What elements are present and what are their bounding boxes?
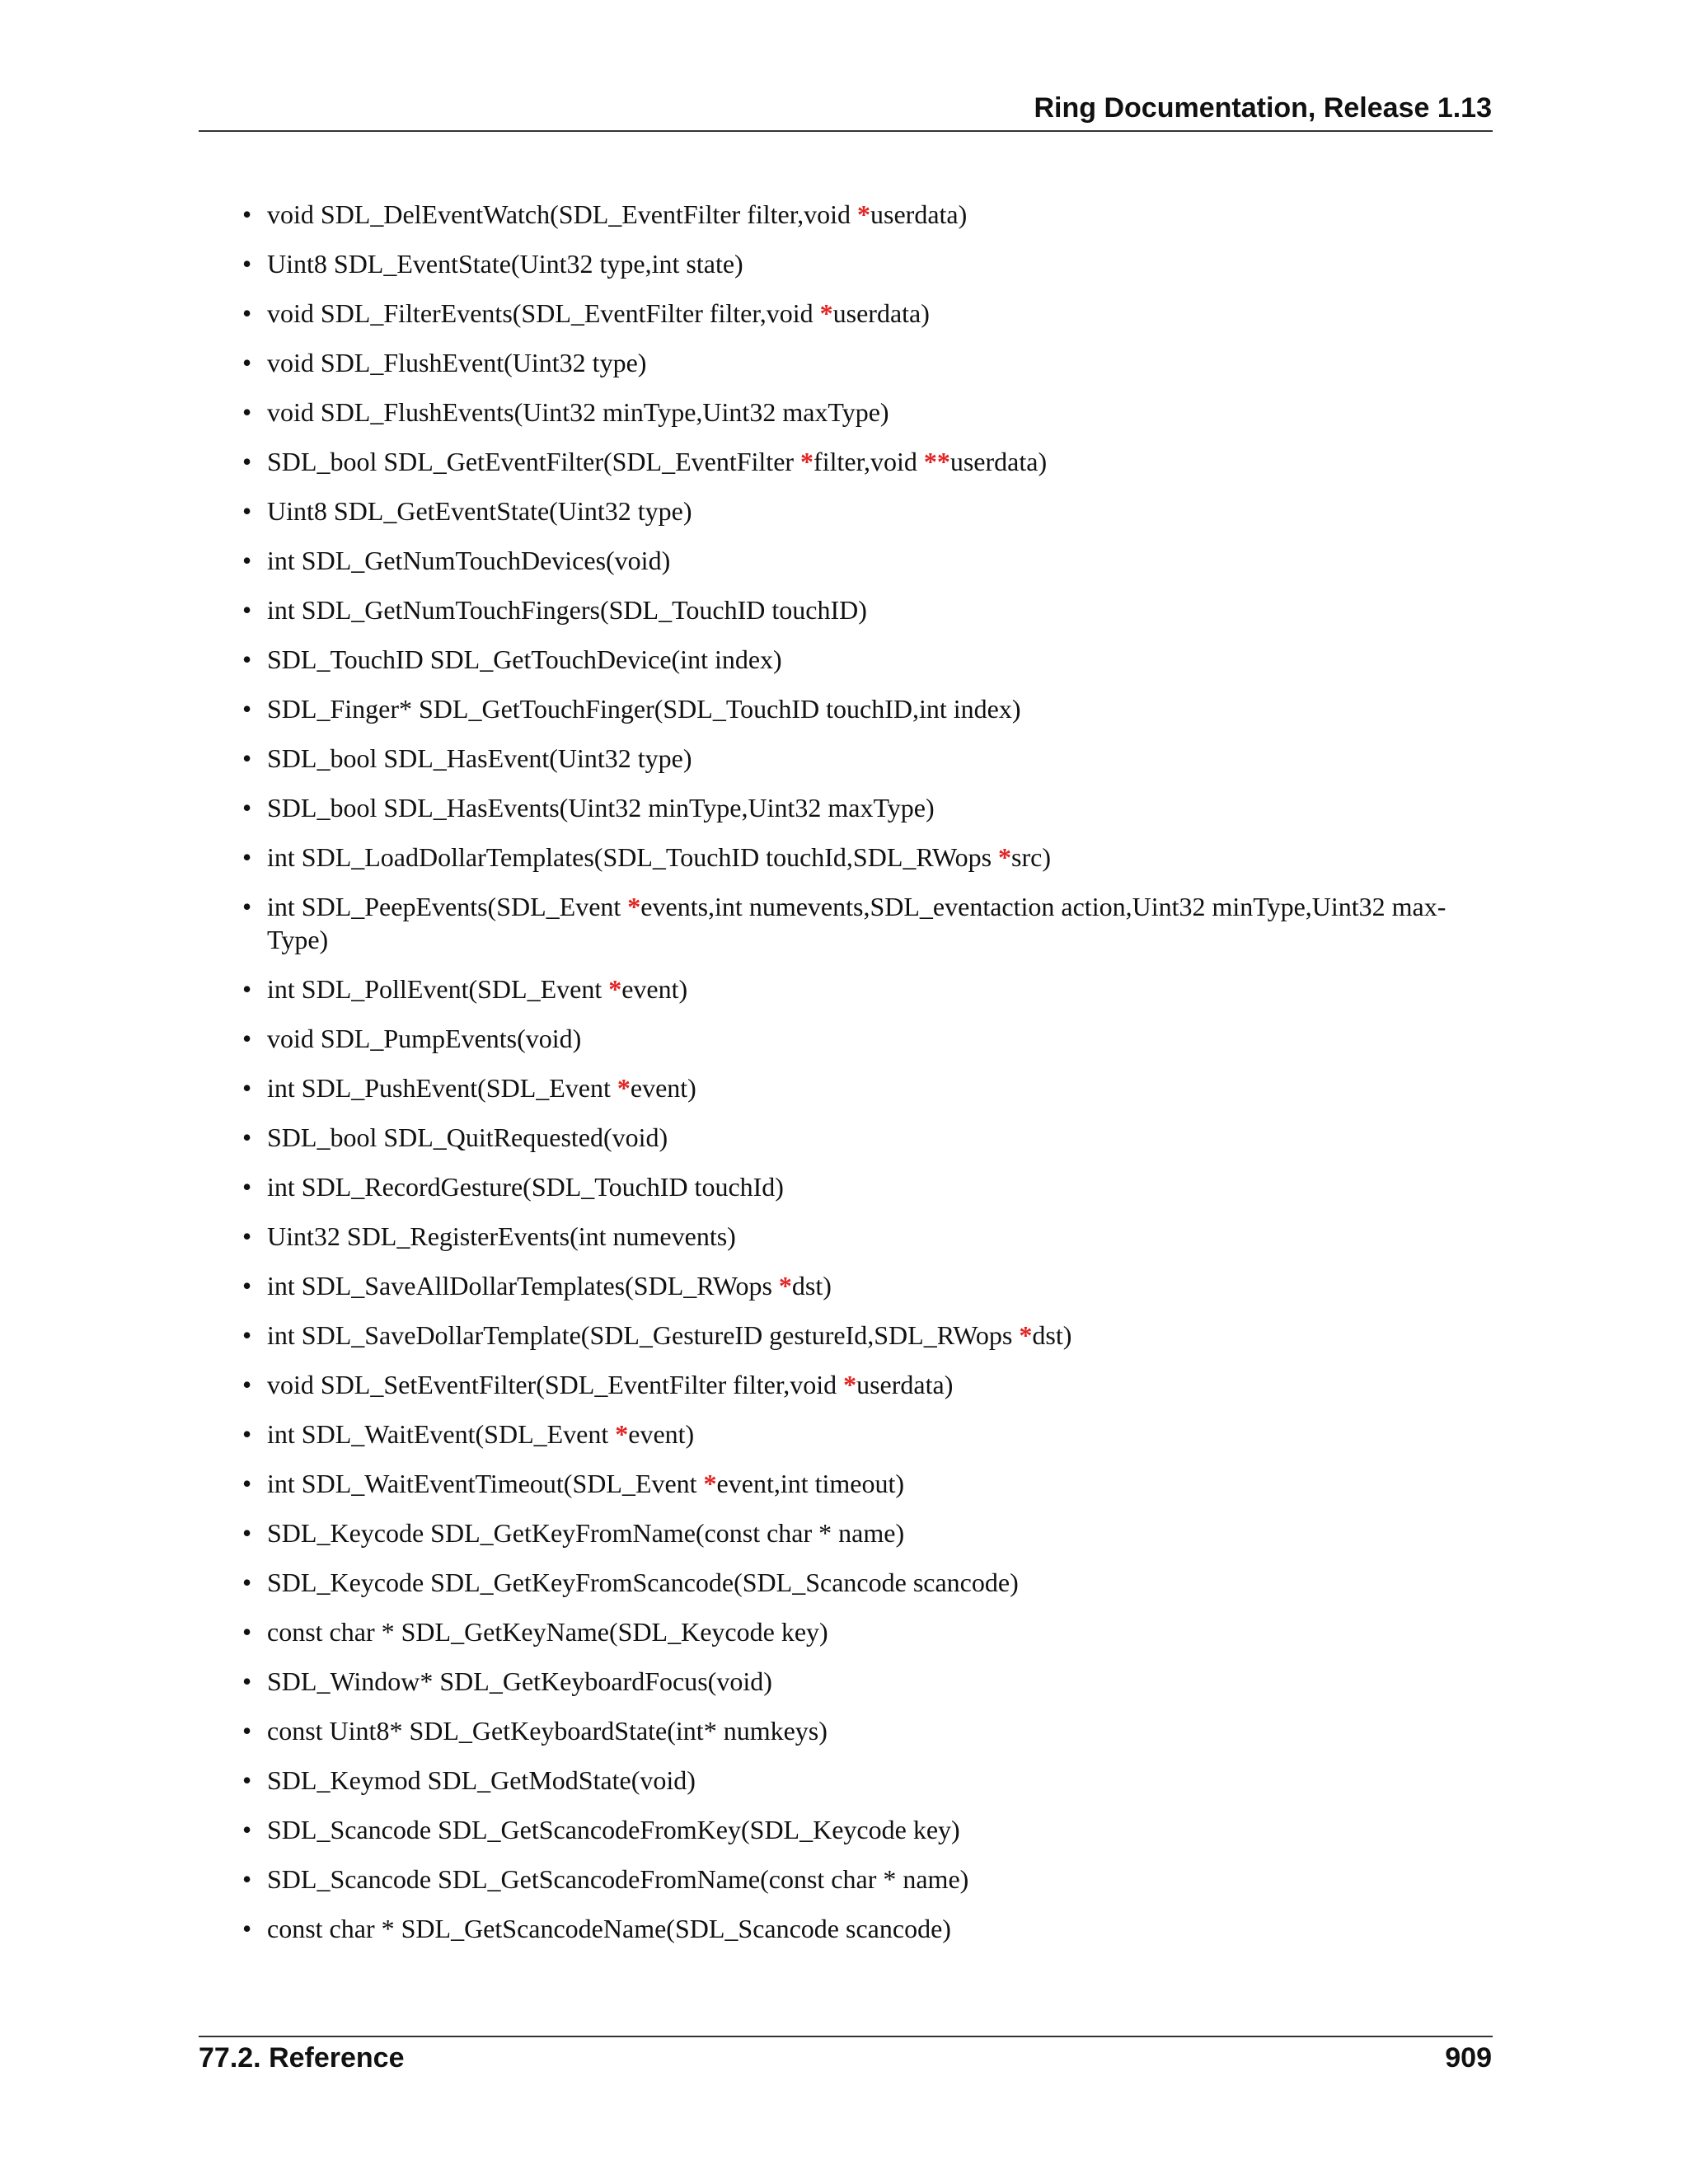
signature-text: filter,void [814, 447, 924, 476]
bullet-icon: • [242, 1518, 252, 1548]
bullet-icon: • [242, 1073, 252, 1103]
list-item [237, 742, 1497, 775]
signature-text: int SDL_PeepEvents(SDL_Event [267, 892, 628, 921]
list-item [237, 1863, 1497, 1896]
signature-text: void SDL_FilterEvents(SDL_EventFilter filter,void [267, 298, 820, 328]
signature-text: void SDL_DelEventWatch(SDL_EventFilter filter,void [267, 199, 857, 229]
pointer-star: * [617, 1073, 631, 1103]
signature-text: SDL_Keycode SDL_GetKeyFromScancode(SDL_Scancode scancode) [267, 1568, 1019, 1597]
list-item [237, 1566, 1497, 1599]
list-item [237, 396, 1497, 429]
signature-text: SDL_Scancode SDL_GetScancodeFromName(const char * name) [267, 1864, 969, 1894]
bullet-icon: • [242, 1024, 252, 1053]
bullet-icon: • [242, 842, 252, 872]
list-item [237, 198, 1497, 231]
list-item [237, 544, 1497, 577]
list-item [237, 643, 1497, 676]
list-item [237, 1269, 1497, 1302]
list-item [237, 1220, 1497, 1253]
signature-text: int SDL_WaitEventTimeout(SDL_Event [267, 1469, 704, 1498]
bullet-icon: • [242, 1617, 252, 1647]
list-item [237, 841, 1497, 874]
signature-text: int SDL_SaveAllDollarTemplates(SDL_RWops [267, 1271, 779, 1301]
signature-text: SDL_bool SDL_HasEvents(Uint32 minType,Uint32 maxType) [267, 793, 935, 823]
bullet-icon: • [242, 447, 252, 476]
signature-text: Uint8 SDL_GetEventState(Uint32 type) [267, 496, 692, 526]
signature-text: void SDL_PumpEvents(void) [267, 1024, 582, 1053]
signature-text: SDL_bool SDL_QuitRequested(void) [267, 1122, 668, 1152]
bullet-icon: • [242, 546, 252, 575]
signature-text: int SDL_RecordGesture(SDL_TouchID touchId) [267, 1172, 784, 1202]
list-item [237, 1665, 1497, 1698]
signature-text: dst) [791, 1271, 832, 1301]
signature-text: const char * SDL_GetKeyName(SDL_Keycode key) [267, 1617, 828, 1647]
running-header: Ring Documentation, Release 1.13 [1034, 92, 1492, 124]
list-item [237, 1319, 1497, 1352]
bullet-icon: • [242, 1568, 252, 1597]
signature-text: void SDL_FlushEvent(Uint32 type) [267, 348, 647, 377]
list-item [237, 1467, 1497, 1500]
bullet-icon: • [242, 1271, 252, 1301]
bullet-icon: • [242, 1320, 252, 1350]
bullet-icon: • [242, 1370, 252, 1399]
bullet-icon: • [242, 974, 252, 1004]
function-list [237, 198, 1497, 1961]
list-item [237, 1121, 1497, 1154]
bullet-icon: • [242, 496, 252, 526]
bullet-icon: • [242, 199, 252, 229]
list-item [237, 1022, 1497, 1055]
list-item [237, 1615, 1497, 1648]
signature-text: SDL_bool SDL_HasEvent(Uint32 type) [267, 743, 692, 773]
bullet-icon: • [242, 644, 252, 674]
list-item [237, 1368, 1497, 1401]
signature-text: event,int timeout) [716, 1469, 905, 1498]
bullet-icon: • [242, 793, 252, 823]
list-item [237, 1170, 1497, 1203]
list-item [237, 1813, 1497, 1846]
footer-rule [199, 2036, 1493, 2037]
bullet-icon: • [242, 694, 252, 724]
list-item [237, 445, 1497, 478]
signature-text: void SDL_FlushEvents(Uint32 minType,Uint32 maxType) [267, 397, 889, 427]
list-item [237, 1071, 1497, 1104]
signature-text: userdata) [870, 199, 968, 229]
signature-text: SDL_Scancode SDL_GetScancodeFromKey(SDL_Keycode key) [267, 1815, 960, 1844]
list-item [237, 593, 1497, 626]
signature-text: userdata) [856, 1370, 954, 1399]
list-item [237, 972, 1497, 1005]
list-item [237, 791, 1497, 824]
bullet-icon: • [242, 1666, 252, 1696]
signature-text: int SDL_PollEvent(SDL_Event [267, 974, 609, 1004]
list-item [237, 1764, 1497, 1797]
bullet-icon: • [242, 1221, 252, 1251]
signature-text: int SDL_GetNumTouchFingers(SDL_TouchID touchID) [267, 595, 867, 625]
signature-text: events,int numevents,SDL_eventaction action,Uint32 minType,Uint32 max-Type) [267, 892, 1447, 954]
signature-text: event) [630, 1073, 696, 1103]
bullet-icon: • [242, 595, 252, 625]
bullet-icon: • [242, 348, 252, 377]
signature-text: const Uint8* SDL_GetKeyboardState(int* numkeys) [267, 1716, 828, 1746]
signature-text: SDL_Keycode SDL_GetKeyFromName(const char * name) [267, 1518, 905, 1548]
signature-text: SDL_Finger* SDL_GetTouchFinger(SDL_TouchID touchID,int index) [267, 694, 1021, 724]
signature-text: userdata) [832, 298, 930, 328]
pointer-star: * [1019, 1320, 1033, 1350]
pointer-star: * [819, 298, 833, 328]
bullet-icon: • [242, 1716, 252, 1746]
header-rule [199, 130, 1493, 132]
signature-text: Uint8 SDL_EventState(Uint32 type,int state) [267, 249, 743, 279]
pointer-star: * [843, 1370, 857, 1399]
signature-text: SDL_Keymod SDL_GetModState(void) [267, 1765, 696, 1795]
signature-text: dst) [1032, 1320, 1072, 1350]
signature-text: SDL_bool SDL_GetEventFilter(SDL_EventFilter [267, 447, 801, 476]
list-item [237, 1714, 1497, 1747]
bullet-icon: • [242, 1172, 252, 1202]
list-item [237, 297, 1497, 330]
signature-text: int SDL_LoadDollarTemplates(SDL_TouchID touchId,SDL_RWops [267, 842, 999, 872]
signature-text: int SDL_PushEvent(SDL_Event [267, 1073, 617, 1103]
bullet-icon: • [242, 743, 252, 773]
bullet-icon: • [242, 397, 252, 427]
bullet-icon: • [242, 1419, 252, 1449]
signature-text: void SDL_SetEventFilter(SDL_EventFilter filter,void [267, 1370, 844, 1399]
bullet-icon: • [242, 1122, 252, 1152]
signature-text: event) [628, 1419, 695, 1449]
signature-text: Uint32 SDL_RegisterEvents(int numevents) [267, 1221, 736, 1251]
pointer-star: ** [923, 447, 950, 476]
bullet-icon: • [242, 1914, 252, 1943]
pointer-star: * [800, 447, 814, 476]
list-item [237, 494, 1497, 527]
list-item [237, 346, 1497, 379]
list-item [237, 890, 1497, 956]
bullet-icon: • [242, 892, 252, 921]
pointer-star: * [857, 199, 870, 229]
list-item [237, 1516, 1497, 1549]
signature-text: SDL_TouchID SDL_GetTouchDevice(int index) [267, 644, 782, 674]
list-item [237, 1418, 1497, 1451]
bullet-icon: • [242, 1864, 252, 1894]
signature-text: int SDL_GetNumTouchDevices(void) [267, 546, 671, 575]
bullet-icon: • [242, 1765, 252, 1795]
page-number: 909 [1445, 2042, 1492, 2074]
signature-text: int SDL_SaveDollarTemplate(SDL_GestureID gestureId,SDL_RWops [267, 1320, 1020, 1350]
bullet-icon: • [242, 249, 252, 279]
signature-text: int SDL_WaitEvent(SDL_Event [267, 1419, 616, 1449]
bullet-icon: • [242, 298, 252, 328]
footer-section: 77.2. Reference [199, 2042, 405, 2074]
pointer-star: * [703, 1469, 717, 1498]
pointer-star: * [778, 1271, 792, 1301]
list-item [237, 692, 1497, 725]
bullet-icon: • [242, 1815, 252, 1844]
list-item [237, 1912, 1497, 1945]
signature-text: SDL_Window* SDL_GetKeyboardFocus(void) [267, 1666, 772, 1696]
signature-text: event) [621, 974, 688, 1004]
list-item [237, 247, 1497, 280]
signature-text: userdata) [950, 447, 1048, 476]
pointer-star: * [608, 974, 622, 1004]
signature-text: const char * SDL_GetScancodeName(SDL_Scancode scancode) [267, 1914, 951, 1943]
pointer-star: * [998, 842, 1012, 872]
bullet-icon: • [242, 1469, 252, 1498]
pointer-star: * [627, 892, 641, 921]
signature-text: src) [1011, 842, 1052, 872]
pointer-star: * [615, 1419, 629, 1449]
